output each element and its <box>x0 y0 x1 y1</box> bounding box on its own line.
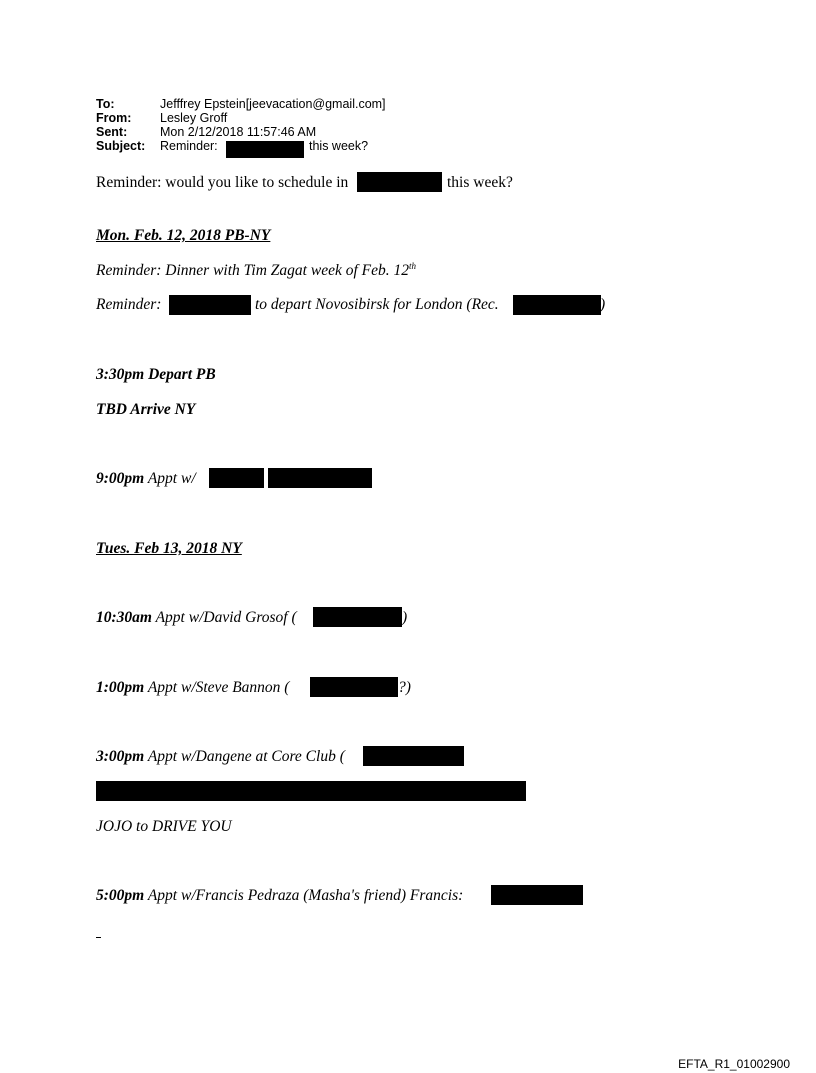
from-row <box>96 112 516 125</box>
reminder-dinner <box>96 261 416 280</box>
jojo-drive: JOJO to DRIVE YOU <box>96 818 232 835</box>
dash-mark <box>96 937 101 938</box>
appt-9pm <box>96 470 196 488</box>
reminder-depart-prefix: Reminder: <box>96 296 162 313</box>
appt-1030am-time: 10:30am <box>96 609 152 626</box>
from-value: Lesley Groff <box>160 111 228 125</box>
redaction-intro <box>357 172 442 192</box>
appt-3pm <box>96 748 345 766</box>
depart-pb: 3:30pm Depart PB <box>96 366 216 383</box>
appt-1pm-time: 1:00pm <box>96 679 145 696</box>
redaction-reminder-name <box>169 295 251 315</box>
redaction-appt-9pm-b <box>268 468 372 488</box>
appt-9pm-text: Appt w/ <box>147 470 196 487</box>
appt-5pm-time: 5:00pm <box>96 887 145 904</box>
appt-5pm <box>96 887 463 905</box>
intro-suffix: this week? <box>447 174 513 191</box>
appt-1030am <box>96 609 297 627</box>
appt-9pm-time: 9:00pm <box>96 470 145 487</box>
appt-1pm-text: Appt w/Steve Bannon ( <box>147 679 290 696</box>
email-header <box>96 98 516 158</box>
sent-row <box>96 126 516 139</box>
intro-line <box>96 174 348 192</box>
to-label: To: <box>96 97 115 111</box>
appt-1030am-close: ) <box>402 609 408 626</box>
redaction-appt-9pm-a <box>209 468 264 488</box>
appt-3pm-text: Appt w/Dangene at Core Club ( <box>147 748 345 765</box>
reminder-depart-suffix: ) <box>600 296 606 313</box>
redaction-appt-5pm <box>491 885 583 905</box>
redaction-reminder-rec <box>513 295 601 315</box>
redaction-appt-1030am <box>313 607 402 627</box>
subject-prefix: Reminder: <box>160 139 218 153</box>
arrive-ny: TBD Arrive NY <box>96 401 196 418</box>
day2-heading: Tues. Feb 13, 2018 NY <box>96 540 242 557</box>
redaction-appt-1pm <box>310 677 398 697</box>
subject-row <box>96 140 516 153</box>
appt-1pm-close: ?) <box>398 679 411 696</box>
sent-label: Sent: <box>96 125 128 139</box>
reminder-depart-middle: to depart Novosibirsk for London (Rec. <box>255 296 499 313</box>
subject-label: Subject: <box>96 139 146 153</box>
document-id: EFTA_R1_01002900 <box>678 1057 790 1071</box>
subject-suffix: this week? <box>309 139 369 153</box>
appt-5pm-text: Appt w/Francis Pedraza (Masha's friend) Francis: <box>147 887 464 904</box>
reminder-dinner-sup: th <box>408 261 416 271</box>
redaction-subject <box>226 141 304 158</box>
redaction-appt-3pm-b <box>96 781 526 801</box>
sent-value: Mon 2/12/2018 11:57:46 AM <box>160 125 317 139</box>
reminder-dinner-text: Reminder: Dinner with Tim Zagat week of Feb. 12 <box>96 262 409 280</box>
day1-heading: Mon. Feb. 12, 2018 PB-NY <box>96 227 271 244</box>
appt-3pm-time: 3:00pm <box>96 748 145 765</box>
from-label: From: <box>96 111 132 125</box>
appt-1030am-text: Appt w/David Grosof ( <box>155 609 297 626</box>
to-row <box>96 98 516 111</box>
appt-1pm <box>96 679 289 697</box>
intro-prefix: Reminder: would you like to schedule in <box>96 174 349 191</box>
to-value: Jefffrey Epstein[jeevacation@gmail.com] <box>160 97 386 111</box>
redaction-appt-3pm-a <box>363 746 464 766</box>
